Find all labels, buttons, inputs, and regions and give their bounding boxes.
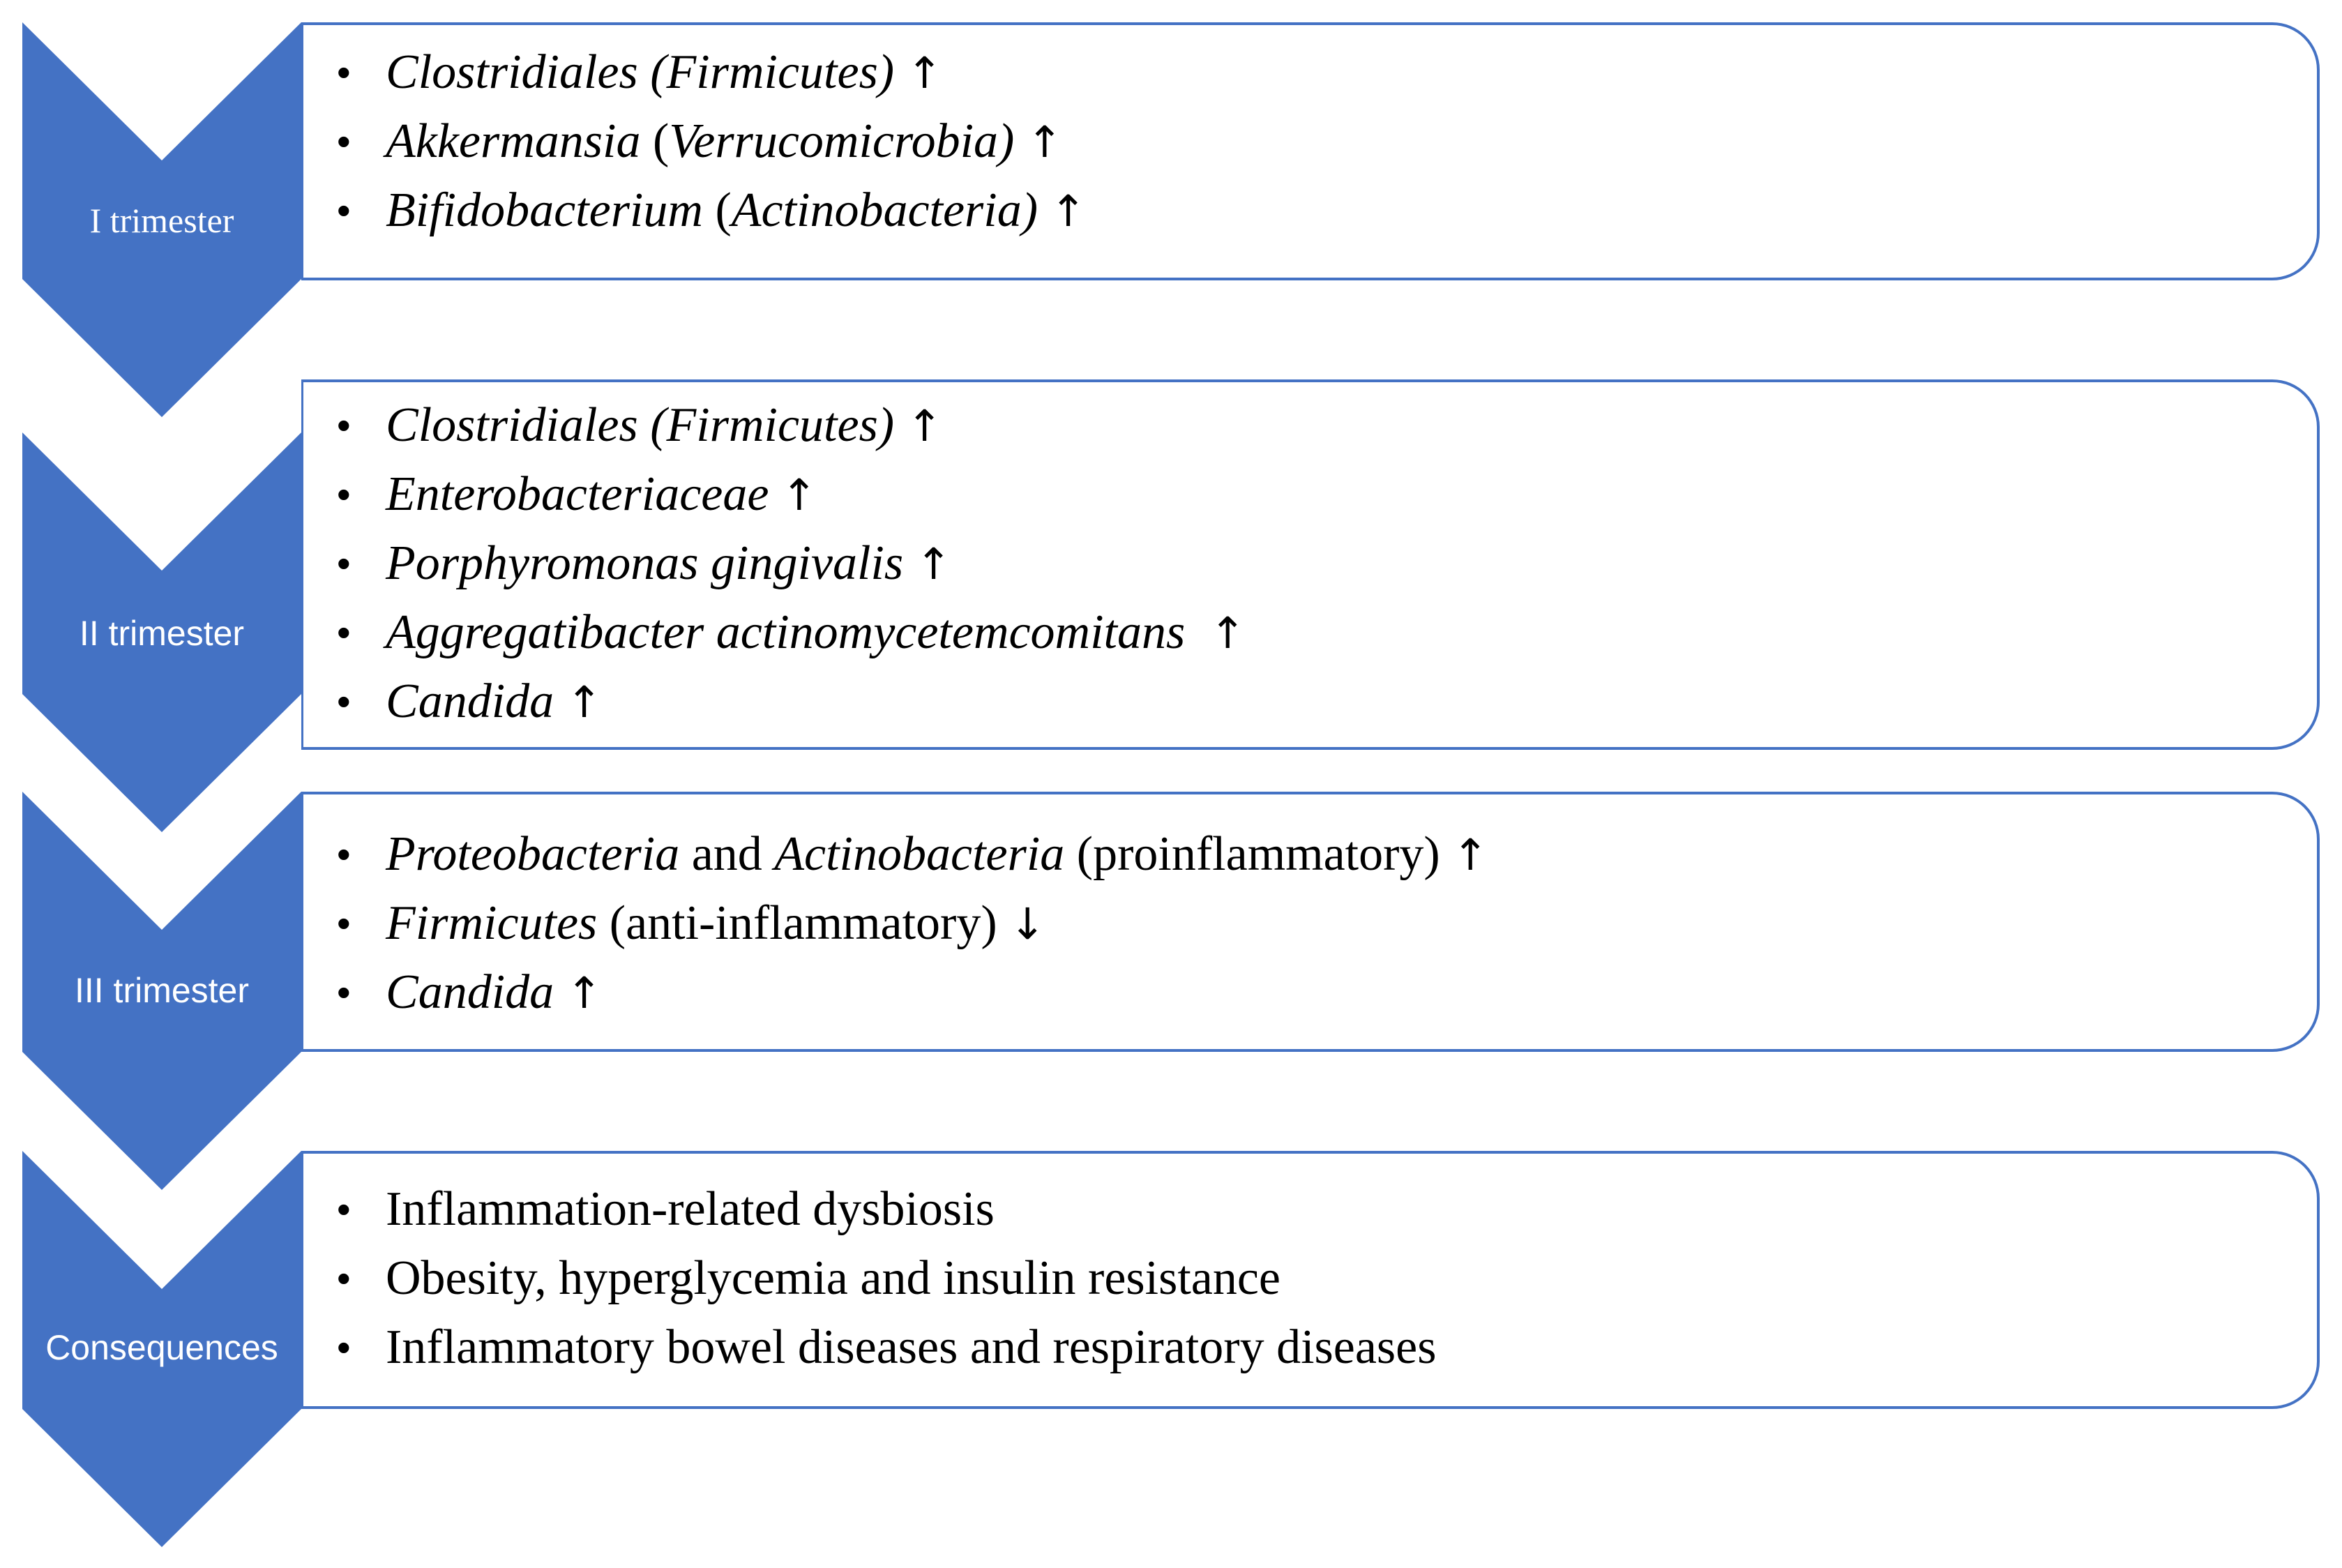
list-item [337, 1244, 1436, 1313]
stage-box-i-trimester [301, 22, 2320, 280]
taxon-name: Clostridiales (Firmicutes) [386, 45, 895, 99]
item-text: ( [640, 114, 670, 168]
list-item [337, 107, 1087, 176]
taxon-name: Akkermansia [386, 114, 641, 168]
list-item [337, 667, 1246, 736]
list-item [337, 820, 1488, 889]
stage-label-consequences: Consequences [45, 1328, 278, 1367]
arrow-up-icon: ↑ [1209, 608, 1246, 658]
stage-box-consequences [301, 1151, 2320, 1409]
taxon-name: Actinobacteria [774, 827, 1065, 881]
item-text [1038, 183, 1050, 237]
list-item [337, 391, 1246, 460]
taxon-name: Proteobacteria [386, 827, 680, 881]
taxon-name: Verrucomicrobia) [669, 114, 1015, 168]
taxon-name: Actinobacteria) [731, 183, 1038, 237]
list-item [337, 176, 1087, 245]
arrow-up-icon: ↑ [1452, 829, 1489, 880]
taxon-name: Enterobacteriaceae [386, 467, 769, 521]
arrow-up-icon: ↑ [915, 538, 952, 589]
item-text: ( [702, 183, 732, 237]
bullet-list [337, 391, 1246, 736]
item-text: Inflammatory bowel diseases and respiratory diseases [386, 1320, 1437, 1374]
item-text [1014, 114, 1027, 168]
taxon-name: Clostridiales (Firmicutes) [386, 398, 895, 452]
taxon-name: Candida [386, 674, 554, 728]
arrow-up-icon: ↑ [906, 400, 943, 451]
item-text: (proinflammatory) [1064, 827, 1453, 881]
stage-label-iii-trimester: III trimester [74, 971, 250, 1010]
bullet-list [337, 820, 1488, 1027]
arrow-up-icon: ↑ [906, 47, 943, 98]
stage-box-ii-trimester [301, 379, 2320, 750]
item-text: (anti-inflammatory) [597, 896, 1010, 950]
list-item [337, 958, 1488, 1027]
item-text: Obesity, hyperglycemia and insulin resistance [386, 1251, 1281, 1305]
stage-box-iii-trimester [301, 792, 2320, 1052]
arrow-up-icon: ↑ [1026, 116, 1063, 167]
item-text [903, 536, 916, 590]
item-text [894, 45, 907, 99]
arrow-up-icon: ↑ [566, 967, 603, 1018]
list-item [337, 598, 1246, 667]
list-item [337, 889, 1488, 958]
item-text: and [679, 827, 775, 881]
list-item [337, 529, 1246, 598]
bullet-list [337, 1175, 1436, 1382]
stage-label-ii-trimester: II trimester [79, 614, 245, 653]
stage-label-i-trimester: I trimester [89, 201, 234, 240]
list-item [337, 1313, 1436, 1382]
taxon-name: Bifidobacterium [386, 183, 703, 237]
list-item [337, 1175, 1436, 1244]
arrow-up-icon: ↑ [780, 469, 817, 520]
item-text [554, 674, 566, 728]
item-text: Inflammation-related dysbiosis [386, 1182, 995, 1236]
arrow-up-icon: ↑ [1050, 186, 1087, 236]
item-text [1185, 605, 1209, 659]
taxon-name: Aggregatibacter actinomycetemcomitans [386, 605, 1186, 659]
bullet-list [337, 38, 1087, 245]
taxon-name: Firmicutes [386, 896, 598, 950]
taxon-name: Candida [386, 965, 554, 1019]
list-item [337, 460, 1246, 529]
list-item [337, 38, 1087, 107]
taxon-name: Porphyromonas gingivalis [386, 536, 904, 590]
item-text [554, 965, 566, 1019]
item-text [769, 467, 781, 521]
arrow-down-icon: ↓ [1009, 898, 1046, 949]
arrow-up-icon: ↑ [566, 677, 603, 728]
item-text [894, 398, 907, 452]
